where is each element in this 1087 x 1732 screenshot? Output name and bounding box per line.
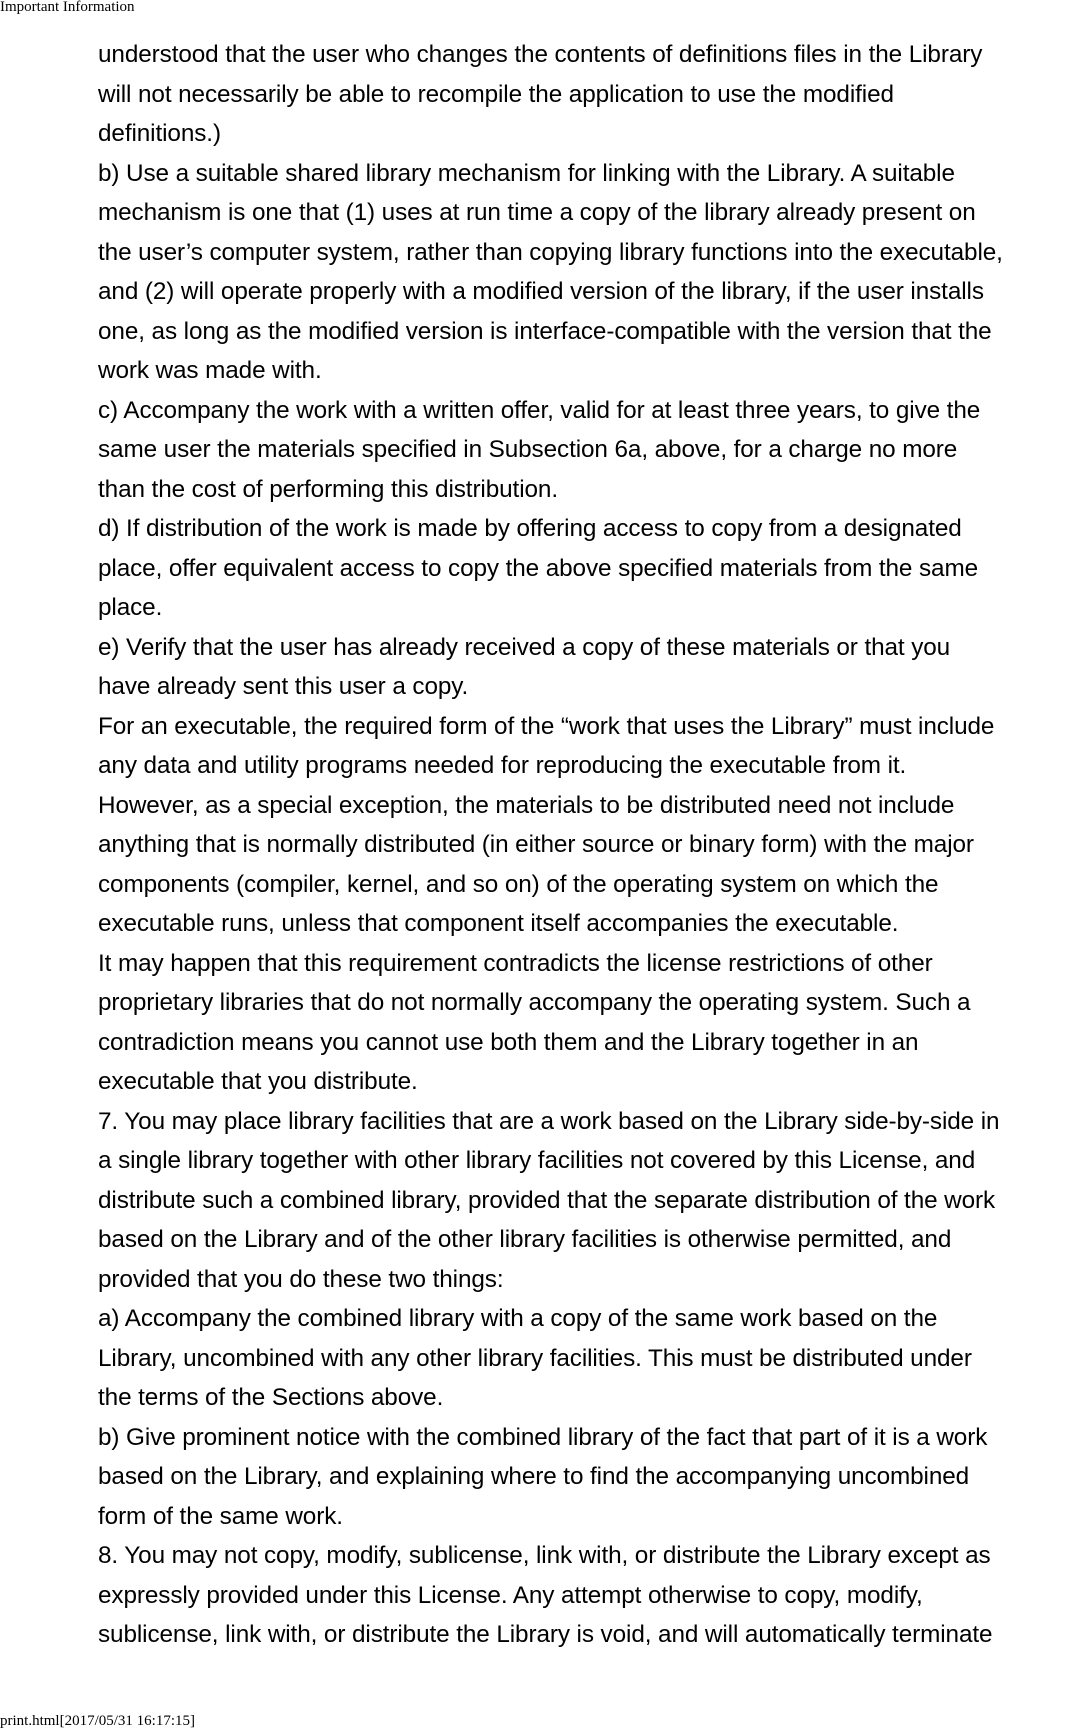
text-line: understood that the user who changes the contents of definitions files in the Library [98,41,983,68]
text-line: a single library together with other library facilities not covered by this License, and [98,1147,976,1174]
text-line: one, as long as the modified version is interface-compatible with the version that the [98,317,992,345]
text-line: place, offer equivalent access to copy the above specified materials from the same [98,554,979,582]
text-line: distribute such a combined library, provided that the separate distribution of the work [98,1186,996,1214]
text-line: will not necessarily be able to recompile the application to use the modified [98,80,894,108]
text-line: For an executable, the required form of the “work that uses the Library” must include [98,712,995,740]
text-line: form of the same work. [98,1502,343,1530]
text-line: anything that is normally distributed (in either source or binary form) with the major [98,831,974,858]
text-line: have already sent this user a copy. [98,673,469,700]
text-line: any data and utility programs needed for reproducing the executable from it. [98,752,907,779]
text-line: It may happen that this requirement contradicts the license restrictions of other [98,949,933,977]
text-line: expressly provided under this License. Any attempt otherwise to copy, modify, [98,1581,923,1609]
text-line: executable that you distribute. [98,1068,418,1095]
text-line: However, as a special exception, the materials to be distributed need not include [98,791,955,819]
text-line: c) Accompany the work with a written offer, valid for at least three years, to give the [98,396,981,424]
text-line: the terms of the Sections above. [98,1384,444,1411]
text-line: provided that you do these two things: [98,1265,504,1293]
text-line: proprietary libraries that do not normally accompany the operating system. Such a [98,989,971,1016]
text-line: place. [98,594,163,621]
text-line: work was made with. [98,357,322,384]
text-line: the user’s computer system, rather than copying library functions into the executable, [98,238,1003,266]
text-line: than the cost of performing this distribution. [98,475,558,503]
text-line: sublicense, link with, or distribute the Library is void, and will automatically terminate [98,1621,993,1648]
text-line: definitions.) [98,120,221,147]
text-line: mechanism is one that (1) uses at run time a copy of the library already present on [98,199,976,226]
page-footer-source: print.html[2017/05/31 16:17:15] [0,1713,195,1729]
text-line: based on the Library and of the other library facilities is otherwise permitted, and [98,1226,952,1253]
text-line: 7. You may place library facilities that are a work based on the Library side-by-side in [98,1107,1000,1135]
text-line: executable runs, unless that component itself accompanies the executable. [98,910,899,937]
text-line: e) Verify that the user has already received a copy of these materials or that you [98,633,951,661]
text-line: d) If distribution of the work is made by offering access to copy from a designated [98,515,962,542]
text-line: Library, uncombined with any other library facilities. This must be distributed under [98,1344,972,1372]
text-line: same user the materials specified in Subsection 6a, above, for a charge no more [98,436,958,463]
page-header-title: Important Information [0,0,135,15]
text-line: contradiction means you cannot use both them and the Library together in an [98,1028,919,1056]
text-line: b) Use a suitable shared library mechanism for linking with the Library. A suitable [98,159,955,187]
text-line: and (2) will operate properly with a modified version of the library, if the user installs [98,278,984,305]
text-line: a) Accompany the combined library with a copy of the same work based on the [98,1305,938,1332]
text-line: b) Give prominent notice with the combined library of the fact that part of it is a work [98,1423,988,1451]
text-line: components (compiler, kernel, and so on) of the operating system on which the [98,870,939,898]
license-text-body [98,35,1087,1655]
text-line: based on the Library, and explaining where to find the accompanying uncombined [98,1463,970,1490]
text-line: 8. You may not copy, modify, sublicense, link with, or distribute the Library except as [98,1542,991,1569]
